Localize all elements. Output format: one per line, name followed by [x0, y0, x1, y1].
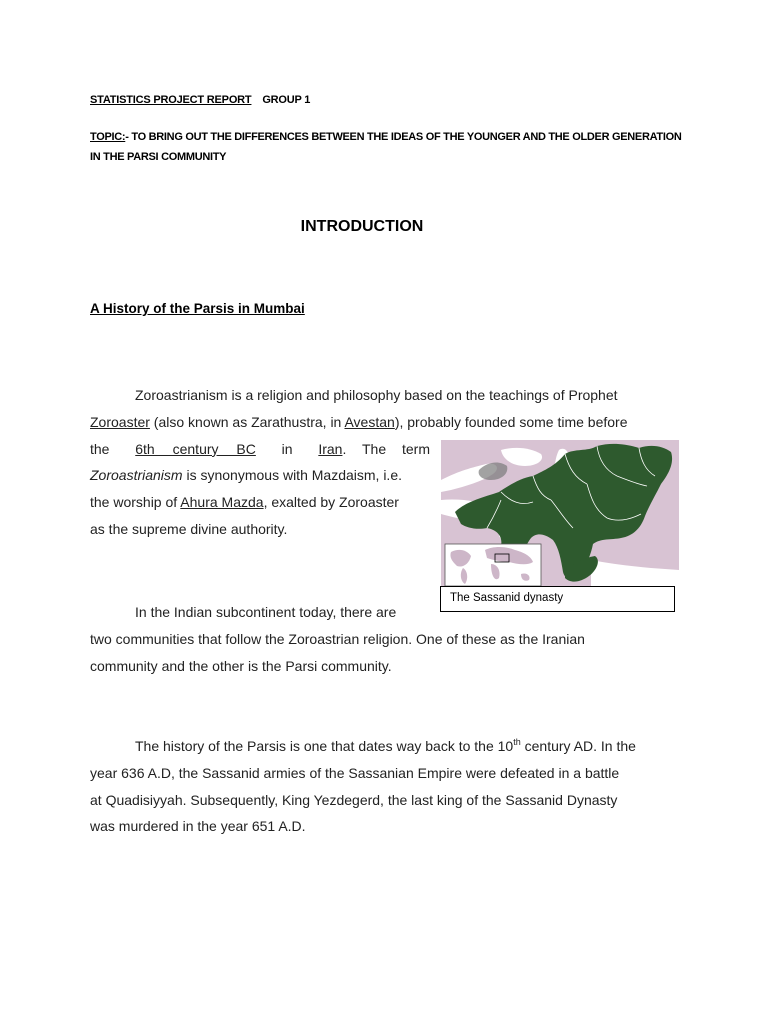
- paragraph-3: [90, 733, 678, 840]
- topic-label: TOPIC:: [90, 131, 126, 143]
- p3-line-2: year 636 A.D, the Sassanid armies of the Sassanian Empire were defeated in a battle: [90, 764, 620, 781]
- p1-line-6: as the supreme divine authority.: [90, 520, 288, 537]
- p1-line-2: [90, 409, 678, 436]
- p1-line-2b: ), probably founded some time before: [394, 413, 628, 430]
- p2-line-2: two communities that follow the Zoroastrian religion. One of these as the Iranian: [90, 630, 585, 647]
- map-caption: The Sassanid dynasty: [450, 592, 564, 604]
- group-label: GROUP 1: [262, 94, 311, 106]
- link-6th-century-bc[interactable]: 6th century BC: [135, 440, 256, 457]
- p3-line-1b: century AD. In the: [520, 738, 636, 754]
- topic-block: [90, 127, 690, 167]
- introduction-heading-text: INTRODUCTION: [300, 218, 424, 235]
- p1-line-2a: (also known as Zarathustra, in: [149, 413, 345, 430]
- link-avestan[interactable]: Avestan: [344, 413, 395, 430]
- sassanid-map: [441, 440, 679, 586]
- p2-line-3: community and the other is the Parsi community.: [90, 657, 392, 674]
- p3-line-1: [90, 733, 678, 760]
- link-ahura-mazda[interactable]: Ahura Mazda: [180, 494, 264, 511]
- introduction-heading: [0, 218, 768, 236]
- report-header: [90, 94, 310, 106]
- p1-word-in: in: [281, 440, 293, 457]
- p1-word-the: the: [90, 440, 110, 457]
- section-heading: A History of the Parsis in Mumbai: [90, 301, 305, 316]
- p1-line-5a: the worship of: [90, 494, 181, 511]
- p2-line-1: In the Indian subcontinent today, there are: [135, 604, 397, 620]
- p3-superscript: th: [513, 737, 521, 747]
- p1-line-4-text: is synonymous with Mazdaism, i.e.: [182, 467, 402, 484]
- p3-line-1a: The history of the Parsis is one that dates way back to the 10: [135, 738, 514, 754]
- sassanid-map-graphic: [441, 440, 679, 586]
- p3-line-4: was murdered in the year 651 A.D.: [90, 818, 306, 835]
- p1-line-5b: , exalted by Zoroaster: [263, 494, 399, 511]
- topic-text: - TO BRING OUT THE DIFFERENCES BETWEEN THE IDEAS OF THE YOUNGER AND THE OLDER GENERATION IN THE PARSI COMMUNITY: [90, 131, 682, 163]
- p1-line-3: [90, 436, 430, 463]
- p1-line-1: Zoroastrianism is a religion and philosophy based on the teachings of Prophet: [135, 387, 618, 403]
- link-iran[interactable]: Iran: [318, 440, 343, 457]
- report-title: STATISTICS PROJECT REPORT: [90, 94, 252, 106]
- link-zoroaster[interactable]: Zoroaster: [90, 413, 150, 430]
- p1-iran-term: [318, 436, 430, 463]
- paragraph-2: [90, 599, 678, 679]
- p1-italic-zoroastrianism: Zoroastrianism: [90, 467, 183, 484]
- p1-the-term: . The term: [342, 440, 430, 457]
- p3-line-3: at Quadisiyyah. Subsequently, King Yezdegerd, the last king of the Sassanid Dynasty: [90, 791, 618, 808]
